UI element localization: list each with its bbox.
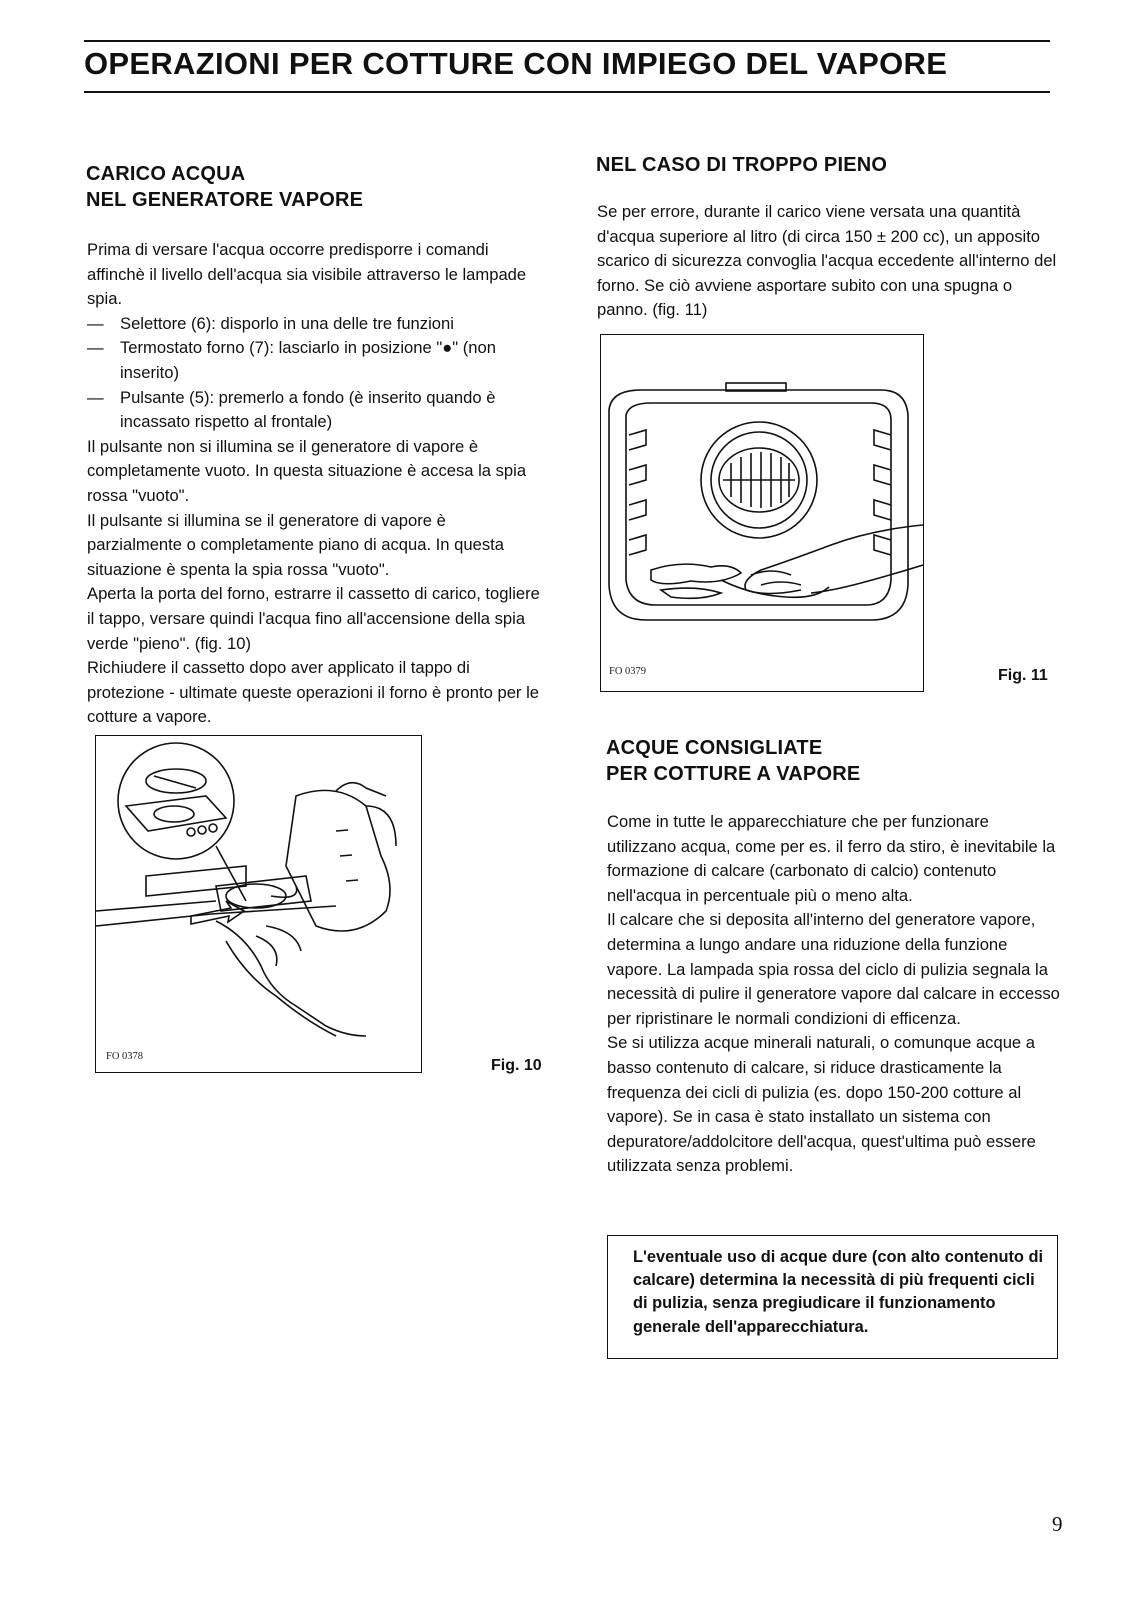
paragraph: Richiudere il cassetto dopo aver applicato il tappo di protezione - ultimate queste operazioni il forno è pronto per le cotture a vapore.: [87, 658, 539, 727]
list-item: — Pulsante (5): premerlo a fondo (è inserito quando è incassato rispetto al frontale): [87, 387, 496, 432]
heading-line-1: CARICO ACQUA: [86, 163, 246, 185]
paragraph: Se si utilizza acque minerali naturali, o comunque acque a basso contenuto di calcare, si riduce drasticamente la frequenza dei cicli di pulizia (es. dopo 150-200 cotture al vapore). Se in casa è stato installato un sistema con depuratore/addolcitore dell'acqua, quest'ultima può essere utilizzata senza problemi.: [607, 1033, 1036, 1176]
figure-10-frame: [95, 735, 422, 1073]
list-item-text: Selettore (6): disporlo in una delle tre funzioni: [120, 313, 454, 333]
page-title: OPERAZIONI PER COTTURE CON IMPIEGO DEL VAPORE: [84, 46, 948, 81]
troppo-pieno-body: [597, 200, 1057, 323]
acque-consigliate-body: [607, 810, 1062, 1179]
carico-acqua-body: [87, 238, 545, 730]
heading-troppo-pieno: NEL CASO DI TROPPO PIENO: [596, 154, 888, 176]
hard-water-notice: L'eventuale uso di acque dure (con alto contenuto di calcare) determina la necessità di più frequenti cicli di pulizia, senza pregiudicare il funzionamento generale dell'apparecchiatura.: [633, 1248, 1044, 1336]
paragraph: Il calcare che si deposita all'interno del generatore vapore, determina a lungo andare una riduzione della funzione vapore. La lampada spia rossa del ciclo di pulizia segnala la necessità di pulire il generatore vapore dal calcare in eccesso per ripristinare le normali condizioni di efficenza.: [607, 910, 1060, 1028]
figure-11-label: Fig. 11: [998, 667, 1048, 684]
paragraph: Come in tutte le apparecchiature che per funzionare utilizzano acqua, come per es. il ferro da stiro, è inevitabile la formazione di calcare (carbonato di calcio) contenuto nell'acqua in percentuale più o meno alta.: [607, 812, 1056, 905]
oven-cleaning-illustration: [601, 335, 923, 691]
list-item: — Selettore (6): disporlo in una delle tre funzioni: [87, 313, 454, 333]
heading-line-1: ACQUE CONSIGLIATE: [606, 737, 823, 759]
heading-carico-acqua: [86, 161, 363, 213]
intro-paragraph: Prima di versare l'acqua occorre predisporre i comandi affinchè il livello dell'acqua sia visibile attraverso le lampade spia.: [87, 240, 527, 309]
paragraph: Aperta la porta del forno, estrarre il cassetto di carico, togliere il tappo, versare quindi l'acqua fino all'accensione della spia verde "pieno". (fig. 10): [87, 584, 540, 653]
figure-11-frame: [600, 334, 924, 692]
figure-code: FO 0379: [609, 666, 647, 677]
list-item-text: Termostato forno (7): lasciarlo in posizione "●" (non inserito): [120, 338, 496, 382]
title-rule-top: [84, 40, 1050, 42]
heading-line-2: NEL GENERATORE VAPORE: [86, 189, 364, 211]
title-rule-bottom: [84, 91, 1050, 93]
figure-10-label: Fig. 10: [491, 1057, 542, 1074]
paragraph: Se per errore, durante il carico viene versata una quantità d'acqua superiore al litro (di circa 150 ± 200 cc), un apposito scarico di sicurezza convoglia l'acqua eccedente all'interno del forno. Se ciò avviene asportare subito con una spugna o panno. (fig. 11): [597, 202, 1057, 320]
list-item: — Termostato forno (7): lasciarlo in posizione "●" (non inserito): [87, 338, 496, 382]
paragraph: Il pulsante si illumina se il generatore di vapore è parzialmente o completamente piano di acqua. In questa situazione è spenta la spia rossa "vuoto".: [87, 510, 504, 579]
page-number: 9: [1052, 1512, 1063, 1536]
figure-code: FO 0378: [106, 1051, 144, 1062]
heading-line-2: PER COTTURE A VAPORE: [606, 763, 861, 785]
paragraph: Il pulsante non si illumina se il generatore di vapore è completamente vuoto. In questa situazione è accesa la spia rossa "vuoto".: [87, 436, 527, 505]
water-filling-illustration: [96, 736, 421, 1072]
hard-water-notice-box: [607, 1235, 1058, 1359]
heading-acque-consigliate: [606, 735, 860, 787]
list-item-text: Pulsante (5): premerlo a fondo (è inserito quando è incassato rispetto al frontale): [120, 387, 496, 432]
